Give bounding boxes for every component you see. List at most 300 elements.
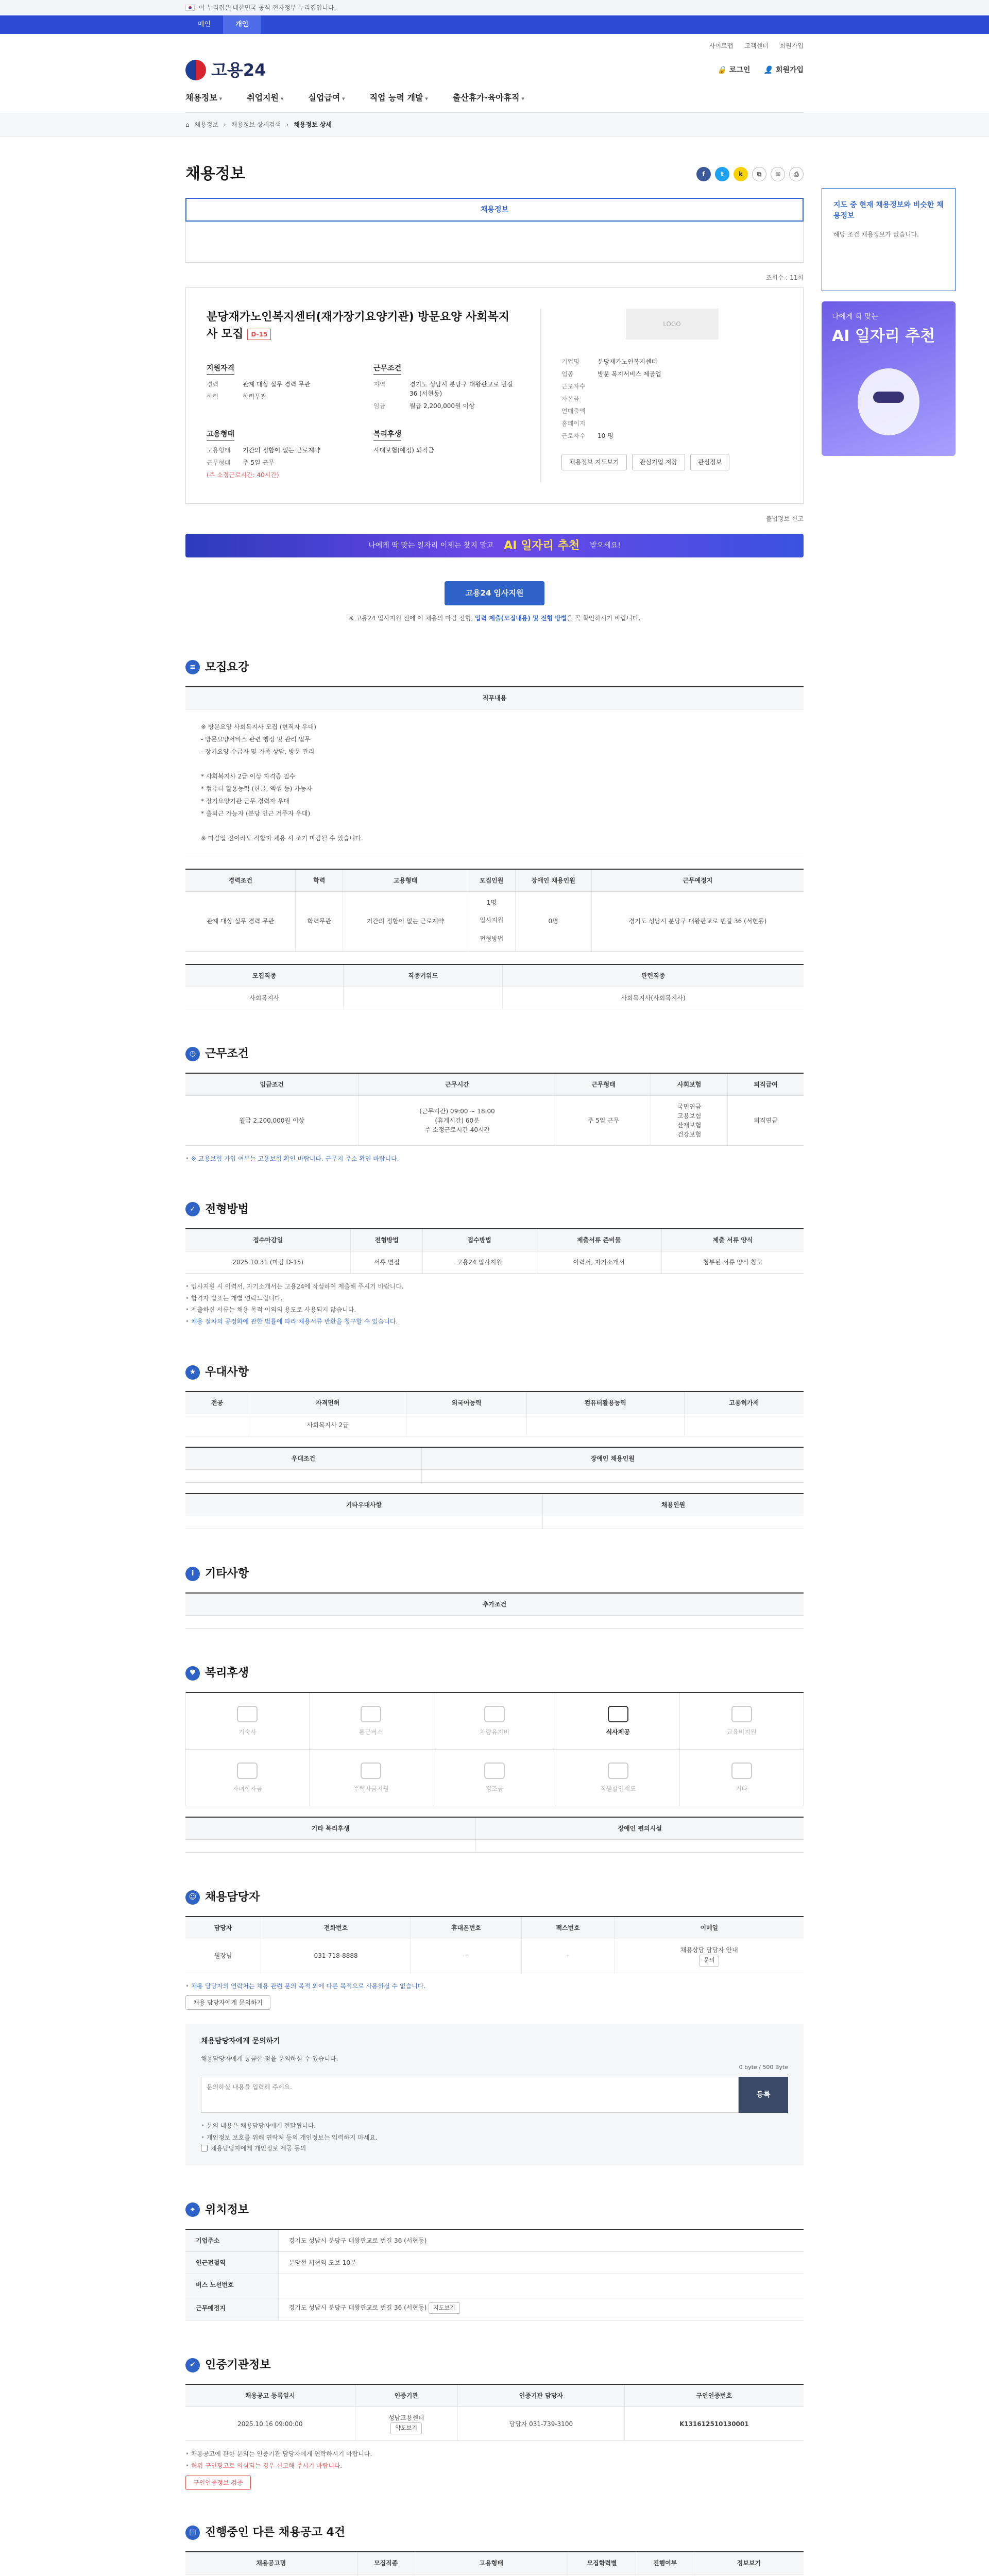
table-cell: [359, 1096, 556, 1146]
table-cell: [421, 1470, 804, 1483]
table-row: [185, 1251, 804, 1273]
contact-email: 채용상담 담당자 안내: [680, 1946, 738, 1954]
support-block: [207, 363, 353, 414]
hire-title: 고용형태: [207, 429, 234, 440]
gnb-item-support[interactable]: 취업지원 ▾: [247, 92, 283, 104]
breadcrumb-item[interactable]: 채용정보: [194, 121, 218, 128]
section-title: 위치정보: [205, 2203, 249, 2216]
welfare-item: [186, 1750, 310, 1806]
table-row: [185, 1516, 804, 1529]
breadcrumb-item[interactable]: 채용정보 상세검색: [231, 121, 281, 128]
tab-panel: [185, 222, 804, 263]
welfare-item: [680, 1750, 804, 1806]
table-header: 제출 서류 양식: [662, 1229, 804, 1251]
badge-icon: ✔: [185, 2358, 200, 2372]
table-header: 채용인원: [542, 1494, 804, 1516]
table-cell: [542, 1516, 804, 1529]
cert-map-chip[interactable]: 약도보기: [390, 2422, 422, 2434]
section-work-condition: [185, 1045, 804, 1165]
kv-key: 경력: [207, 381, 219, 388]
table-header: 사회보험: [651, 1073, 728, 1096]
kv-key: 홈페이지: [561, 420, 586, 427]
kv-key: 기업명: [561, 358, 579, 365]
kv-key: 자본금: [561, 395, 579, 402]
gnb-item-jobs[interactable]: 채용정보 ▾: [185, 92, 222, 104]
gnb-item-training[interactable]: 직업 능력 개발 ▾: [370, 92, 428, 104]
section-recruit: [185, 659, 804, 1010]
welfare-icon: [608, 1762, 628, 1779]
table-cell: 서류 면접: [351, 1251, 423, 1273]
table-header: 장애인 편의시설: [476, 1817, 804, 1840]
table-row: [185, 2251, 804, 2274]
ai-banner-sub: 나에게 딱 맞는: [832, 313, 879, 321]
job-title: [207, 309, 520, 343]
table-cell: [357, 2574, 415, 2576]
kv-key: 연매출액: [561, 408, 586, 415]
table-header: 기타우대사항: [185, 1494, 542, 1516]
table-cell: 기간의 정함이 없는 근로계약: [343, 891, 468, 952]
table-row: [185, 1414, 804, 1436]
table-header: 휴대폰번호: [411, 1917, 521, 1939]
table-key: 근무예정지: [185, 2296, 278, 2320]
kv-value: 학력무관: [243, 393, 267, 400]
welfare-item: [310, 1693, 433, 1750]
kv-value: 10 명: [598, 432, 613, 439]
login-label: 로그인: [729, 65, 751, 74]
table-header: 모집인원: [468, 869, 515, 892]
cert-table: [185, 2384, 804, 2441]
table-header: 채용공고명: [185, 2552, 357, 2574]
table-row: [185, 1470, 804, 1483]
table-header: 고용형태: [415, 2552, 568, 2574]
map-button[interactable]: 지도보기: [429, 2302, 460, 2314]
workplace-address: 경기도 성남시 분당구 대왕판교로 번길 36 (서현동): [288, 2303, 427, 2311]
table-row: [185, 891, 804, 952]
headcount: 1명: [486, 899, 497, 906]
table-row: [185, 1840, 804, 1853]
table-cell: [526, 1414, 684, 1436]
util-links: [185, 34, 804, 50]
table-header: 학력: [296, 869, 343, 892]
contact-inquiry-button[interactable]: 채용 담당자에게 문의하기: [185, 1995, 270, 2010]
ai-banner-title: AI 일자리 추천: [832, 327, 935, 345]
recruit-table: [185, 869, 804, 952]
welfare-label: 차량유지비: [480, 1728, 509, 1736]
agree-check-input[interactable]: [201, 2145, 208, 2151]
table-row: [185, 987, 804, 1009]
table-header: 모집학력별: [568, 2552, 636, 2574]
table-cell: [568, 2574, 636, 2576]
print-icon[interactable]: ⎙: [789, 167, 804, 181]
agree-checkbox[interactable]: [201, 2144, 788, 2153]
table-cell: [185, 1840, 476, 1853]
cert-note: • 허위 구인광고로 의심되는 경우 신고해 주시기 바랍니다.: [185, 2460, 804, 2472]
welfare-label: 경조금: [485, 1785, 504, 1792]
list-icon: ≡: [185, 660, 200, 674]
hours-line: (근무시간) 09:00 ~ 18:00: [419, 1108, 495, 1115]
map-view-button[interactable]: 채용정보 지도보기: [561, 454, 627, 470]
welfare-block: [373, 429, 520, 483]
table-header: 우대조건: [185, 1447, 421, 1470]
section-welfare: [185, 1665, 804, 1853]
gov-strip-text: 이 누리집은 대한민국 공식 전자정부 누리집입니다.: [199, 4, 336, 11]
apply-link[interactable]: 입사지원: [479, 916, 504, 924]
table-header: 구인인증번호: [624, 2384, 804, 2407]
work-block: [373, 363, 520, 414]
gnb-item-leave[interactable]: 출산휴가·육아휴직 ▾: [453, 92, 524, 104]
table-cell: 사회복지사: [185, 987, 344, 1009]
welfare-extra-table: [185, 1817, 804, 1853]
hours-line: (휴게시간) 60분: [435, 1117, 480, 1125]
table-cell: 경기도 성남시 분당구 대왕판교로 번길 36 (서현동): [591, 891, 804, 952]
table-row: [185, 1096, 804, 1146]
hire-note: (주 소정근로시간: 40시간): [207, 471, 279, 479]
selection-note: • 입사지원 시 이력서, 자기소개서는 고용24에 작성하여 제출해 주시기 바랍니다.: [185, 1281, 804, 1293]
breadcrumb-current: 채용정보 상세: [294, 121, 332, 128]
gov-strip: [0, 0, 989, 15]
agree-label: 채용담당자에게 개인정보 제공 동의: [211, 2144, 306, 2152]
table-header: 접수마감일: [185, 1229, 351, 1251]
similar-jobs-box: [822, 188, 956, 291]
jd-table: [185, 686, 804, 856]
table-cell: 원장님: [185, 1939, 261, 1973]
welfare-label: 기타: [736, 1785, 748, 1792]
table-cell: [694, 2574, 804, 2576]
table-header: 직종키워드: [344, 964, 503, 987]
welfare-icon: [608, 1706, 628, 1722]
kv-value: 주 5일 근무: [243, 459, 275, 466]
welfare-label: 교육비지원: [726, 1728, 757, 1736]
section-other-jobs: [185, 2524, 804, 2576]
table-header: 이메일: [615, 1917, 804, 1939]
kv-key: 지역: [373, 381, 386, 388]
welfare-grid: [185, 1692, 804, 1806]
table-cell: 분당선 서현역 도보 10분: [278, 2251, 804, 2274]
table-cell: 월급 2,200,000원 이상: [185, 1096, 359, 1146]
inquiry-input[interactable]: [201, 2077, 739, 2113]
kakao-share-icon[interactable]: k: [734, 167, 748, 181]
link-copy-icon[interactable]: ⧉: [752, 167, 766, 181]
section-title: 우대사항: [205, 1366, 249, 1379]
table-cell: [684, 1414, 804, 1436]
table-cell: 사회복지사(사회복지사): [503, 987, 804, 1009]
work-table: [185, 1073, 804, 1146]
table-header: 고용형태: [343, 869, 468, 892]
welfare-label: 통근버스: [359, 1728, 383, 1736]
kv-value: 분당재가노인복지센터: [598, 358, 657, 365]
ins-line: 건강보험: [677, 1131, 702, 1139]
kv-key: 업종: [561, 370, 574, 378]
main-nav: [185, 92, 804, 113]
table-cell: 경기도 성남시 분당구 대왕판교로 번길 36 (서현동): [278, 2229, 804, 2252]
welfare-label: 자녀학자금: [232, 1785, 263, 1792]
kv-value: [598, 394, 782, 403]
table-header: 추가조건: [185, 1593, 804, 1616]
section-location: [185, 2201, 804, 2321]
welfare-item: [433, 1750, 557, 1806]
table-cell: [185, 1414, 249, 1436]
kv-key: 학력: [207, 393, 219, 400]
kv-key: 근무형태: [207, 459, 231, 466]
report-link[interactable]: 불법정보 신고: [765, 515, 804, 522]
table-key: 인근전철역: [185, 2251, 278, 2274]
briefcase-icon: ▤: [185, 2526, 200, 2540]
table-cell: 첨부된 서류 양식 참고: [662, 1251, 804, 1273]
table-header: 제출서류 준비물: [536, 1229, 662, 1251]
jd-head: 직무내용: [185, 687, 804, 709]
table-row: [185, 2296, 804, 2320]
work-title: 근무조건: [373, 363, 401, 375]
table-cell: 2025.10.31 (마감 D-15): [185, 1251, 351, 1273]
inquiry-note: • 문의 내용은 채용담당자에게 전달됩니다.: [201, 2120, 788, 2132]
table-header: 팩스번호: [521, 1917, 615, 1939]
table-key: 기업주소: [185, 2229, 278, 2252]
table-cell: 관계 대상 실무 경력 무관: [185, 891, 296, 952]
signup-label: 회원가입: [775, 65, 804, 74]
table-cell: [278, 2296, 804, 2320]
work-note: • ※ 고용보험 가입 여부는 고용보험 확인 바랍니다. 근무지 주소 확인 바랍니다.: [185, 1153, 804, 1165]
apply-note-prefix: ※ 고용24 입사지원 전에 이 채용의 마감 전형,: [348, 614, 475, 622]
table-cell: 0명: [515, 891, 591, 952]
dday-badge: D-15: [247, 329, 271, 340]
kv-key: 임금: [373, 402, 386, 410]
breadcrumb-sep-icon: ›: [224, 121, 226, 128]
apply-note: [185, 614, 804, 623]
header: [185, 34, 804, 113]
table-cell: [185, 1616, 804, 1629]
job-link[interactable]: [185, 2574, 357, 2576]
table-header: 정보보기: [694, 2552, 804, 2574]
table-cell: [476, 1840, 804, 1853]
welfare-label: 직원할인제도: [600, 1785, 636, 1792]
table-cell: 퇴직연금: [727, 1096, 804, 1146]
table-row: [185, 2229, 804, 2252]
company-info: [540, 309, 782, 483]
table-cell: 2025.10.16 09:00:00: [185, 2407, 355, 2441]
view-count: 조회수 : 11회: [765, 274, 804, 281]
table-header: 장애인 채용인원: [515, 869, 591, 892]
inquiry-title: 채용담당자에게 문의하기: [201, 2037, 280, 2045]
kv-value: [598, 419, 782, 428]
util-link-help[interactable]: 고객센터: [744, 42, 769, 49]
login-button[interactable]: [717, 65, 750, 76]
page-title: 채용정보: [185, 165, 245, 183]
interest-button[interactable]: 관심정보: [690, 454, 729, 470]
selection-table: [185, 1228, 804, 1274]
welfare-label: 식사제공: [606, 1728, 630, 1736]
person-icon: 👤: [763, 65, 773, 74]
breadcrumb: [185, 113, 804, 137]
similar-jobs-title: 지도 중 현재 채용정보와 비슷한 채용정보: [833, 201, 944, 220]
home-icon[interactable]: ⌂: [185, 121, 190, 128]
table-header: 전공: [185, 1392, 249, 1414]
ins-line: 고용보험: [677, 1112, 702, 1120]
inquiry-chip[interactable]: 문의: [699, 1955, 719, 1967]
jd-body: ※ 방문요양 사회복지사 모집 (현직자 우대) - 방문요양서비스 관련 행정 및 관리 업무 - 장기요양 수급자 및 가족 상담, 방문 관리 * 사회복지사 2급 이상 자격증 필수 * 컴퓨터 활용능력 (한글, 엑셀 등) 가능자 * 장기요양기관 근무 경력자 우대 * 출퇴근 가능자 (분당 인근 거주자 우대) ※ 마감일 전이라도 적합자 채용 시 조기 마감될 수 있습니다.: [185, 709, 804, 856]
banner-text: 나에게 딱 맞는 일자리 이제는 찾지 말고: [368, 541, 494, 550]
table-cell: 031-718-8888: [261, 1939, 411, 1973]
content-wrap: [185, 162, 944, 2576]
kv-key: 근로자수: [561, 383, 586, 390]
cert-verify-button[interactable]: 구인인증정보 검증: [185, 2476, 251, 2490]
gnb-item-benefit[interactable]: 실업급여 ▾: [308, 92, 345, 104]
table-header: 기타 복리후생: [185, 1817, 476, 1840]
apply-button[interactable]: 고용24 입사지원: [445, 581, 544, 605]
table-header: 컴퓨터활용능력: [526, 1392, 684, 1414]
table-header: 인증기관: [355, 2384, 457, 2407]
section-title: 진행중인 다른 채용공고 4건: [205, 2526, 346, 2539]
table-header: 장애인 채용인원: [421, 1447, 804, 1470]
table-row: [185, 2574, 804, 2576]
table-cell: 담당자 031-739-3100: [457, 2407, 624, 2441]
welfare-icon: [361, 1706, 381, 1722]
table-header: 모집직종: [185, 964, 344, 987]
table-cell: K131612510130001: [624, 2407, 804, 2441]
table-cell: [651, 1096, 728, 1146]
preference-table: [185, 1391, 804, 1436]
util-link-join[interactable]: 회원가입: [779, 42, 804, 49]
korea-flag-icon: [185, 5, 195, 11]
section-selection: [185, 1201, 804, 1328]
table-header: 접수방법: [423, 1229, 536, 1251]
other-jobs-body: [185, 2574, 804, 2576]
contact-table: [185, 1916, 804, 1973]
ai-job-banner[interactable]: [185, 534, 804, 557]
welfare-item: [186, 1693, 310, 1750]
facebook-share-icon[interactable]: f: [696, 167, 711, 181]
tab-personal[interactable]: 개인: [223, 15, 261, 34]
table-header: 퇴직급여: [727, 1073, 804, 1096]
kv-value: 방문 복지서비스 제공업: [598, 370, 661, 378]
welfare-icon: [484, 1706, 505, 1722]
save-company-button[interactable]: 관심기업 저장: [632, 454, 685, 470]
inquiry-note: • 개인정보 보호를 위해 연락처 등의 개인정보는 입력하지 마세요.: [201, 2132, 788, 2144]
table-cell: [355, 2407, 457, 2441]
side-panel: [822, 188, 956, 456]
table-header: 인증기관 담당자: [457, 2384, 624, 2407]
kv-value: 경기도 성남시 분당구 대왕판교로 번길 36 (서현동): [410, 381, 513, 397]
welfare-icon: [484, 1762, 505, 1779]
selection-note: • 제출하신 서류는 채용 목적 이외의 용도로 사용되지 않습니다.: [185, 1304, 804, 1316]
table-cell: [415, 2574, 568, 2576]
table-header: 경력조건: [185, 869, 296, 892]
table-row: [185, 1616, 804, 1629]
twitter-share-icon[interactable]: t: [715, 167, 729, 181]
ins-line: 산재보험: [677, 1122, 702, 1129]
welfare-item: [433, 1693, 557, 1750]
site-name: 고용24: [211, 60, 266, 80]
table-cell: 주 5일 근무: [556, 1096, 651, 1146]
kv-key: 근로자수: [561, 432, 586, 439]
table-cell: [185, 1516, 542, 1529]
inquiry-submit-button[interactable]: 등록: [739, 2077, 788, 2113]
kv-value: 기간의 정함이 없는 근로계약: [243, 447, 320, 454]
preference-table-3: [185, 1493, 804, 1529]
apply-note-suffix: 을 꼭 확인하시기 바랍니다.: [567, 614, 641, 622]
table-header: 고용허가제: [684, 1392, 804, 1414]
table-cell: [468, 891, 515, 952]
tab-main[interactable]: 메인: [198, 21, 211, 29]
inquiry-desc: 채용담당자에게 궁금한 점을 문의하실 수 있습니다.: [201, 2055, 338, 2062]
selection-note: • 합격자 발표는 개별 연락드립니다.: [185, 1293, 804, 1304]
gift-icon: ♥: [185, 1666, 200, 1681]
lock-icon: 🔒: [717, 65, 726, 74]
kv-value: [598, 382, 782, 391]
section-title: 전형방법: [205, 1202, 249, 1216]
etc-table: [185, 1592, 804, 1629]
map-pin-icon: ⌖: [185, 2202, 200, 2217]
section-title: 채용담당자: [205, 1891, 260, 1904]
signup-button[interactable]: [763, 65, 804, 76]
banner-suffix: 받으세요!: [590, 541, 621, 550]
section-preference: [185, 1364, 804, 1529]
table-cell: [406, 1414, 526, 1436]
location-table: [185, 2229, 804, 2321]
method-link[interactable]: 전형방법: [479, 935, 504, 943]
table-cell: 이력서, 자기소개서: [536, 1251, 662, 1273]
other-jobs-table: [185, 2551, 804, 2576]
table-cell: -: [521, 1939, 615, 1973]
welfare-icon: [237, 1706, 258, 1722]
welfare-label: 주택자금지원: [353, 1785, 389, 1792]
welfare-item: [310, 1750, 433, 1806]
tab-job-info[interactable]: 채용정보: [185, 198, 804, 222]
breadcrumb-bar: [0, 113, 989, 137]
section-contact: [185, 1889, 804, 2165]
kv-value: [598, 406, 782, 416]
inquiry-box: [185, 2024, 804, 2165]
table-cell: [636, 2574, 694, 2576]
share-tools: [696, 167, 804, 181]
welfare-icon: [731, 1706, 752, 1722]
table-cell: [615, 1939, 804, 1973]
main-content: [185, 162, 804, 2576]
table-row: [185, 1939, 804, 1973]
section-etc: [185, 1565, 804, 1629]
table-header: 임금조건: [185, 1073, 359, 1096]
kv-value: 관계 대상 실무 경력 무관: [243, 381, 311, 388]
welfare-icon: [361, 1762, 381, 1779]
table-cell: 학력무관: [296, 891, 343, 952]
mail-icon[interactable]: ✉: [771, 167, 785, 181]
table-cell: -: [411, 1939, 521, 1973]
hire-block: [207, 429, 353, 483]
company-logo: LOGO: [626, 309, 719, 340]
welfare-item: [556, 1693, 680, 1750]
welfare-item: [680, 1693, 804, 1750]
kv-value: 월급 2,200,000원 이상: [410, 402, 475, 410]
hours-line: 주 소정근로시간 40시간: [424, 1126, 490, 1134]
apply-note-em[interactable]: 입력 제출(모집내용) 및 전형 방법: [474, 614, 567, 622]
job-category-table: [185, 964, 804, 1009]
byte-count: 0 byte / 500 Byte: [739, 2063, 788, 2071]
ai-recommend-banner[interactable]: [822, 301, 956, 456]
preference-table-2: [185, 1447, 804, 1483]
cert-note: • 채용공고에 관한 문의는 인증기관 담당자에게 연락하시기 바랍니다.: [185, 2448, 804, 2460]
contact-note: • 채용 담당자의 연락처는 채용 관련 문의 목적 외에 다른 목적으로 사용하실 수 없습니다.: [185, 1980, 804, 1992]
user-actions: [717, 65, 804, 76]
util-link-sitemap[interactable]: 사이트맵: [709, 42, 734, 49]
site-logo[interactable]: [185, 58, 266, 82]
table-row: [185, 2274, 804, 2296]
table-header: 전화번호: [261, 1917, 411, 1939]
welfare-title: 복리후생: [373, 429, 401, 440]
section-title: 근무조건: [205, 1047, 249, 1061]
cert-org: 성남고용센터: [388, 2414, 424, 2422]
table-header: 자격면허: [249, 1392, 406, 1414]
table-header: 담당자: [185, 1917, 261, 1939]
table-cell: 고용24 입사지원: [423, 1251, 536, 1273]
